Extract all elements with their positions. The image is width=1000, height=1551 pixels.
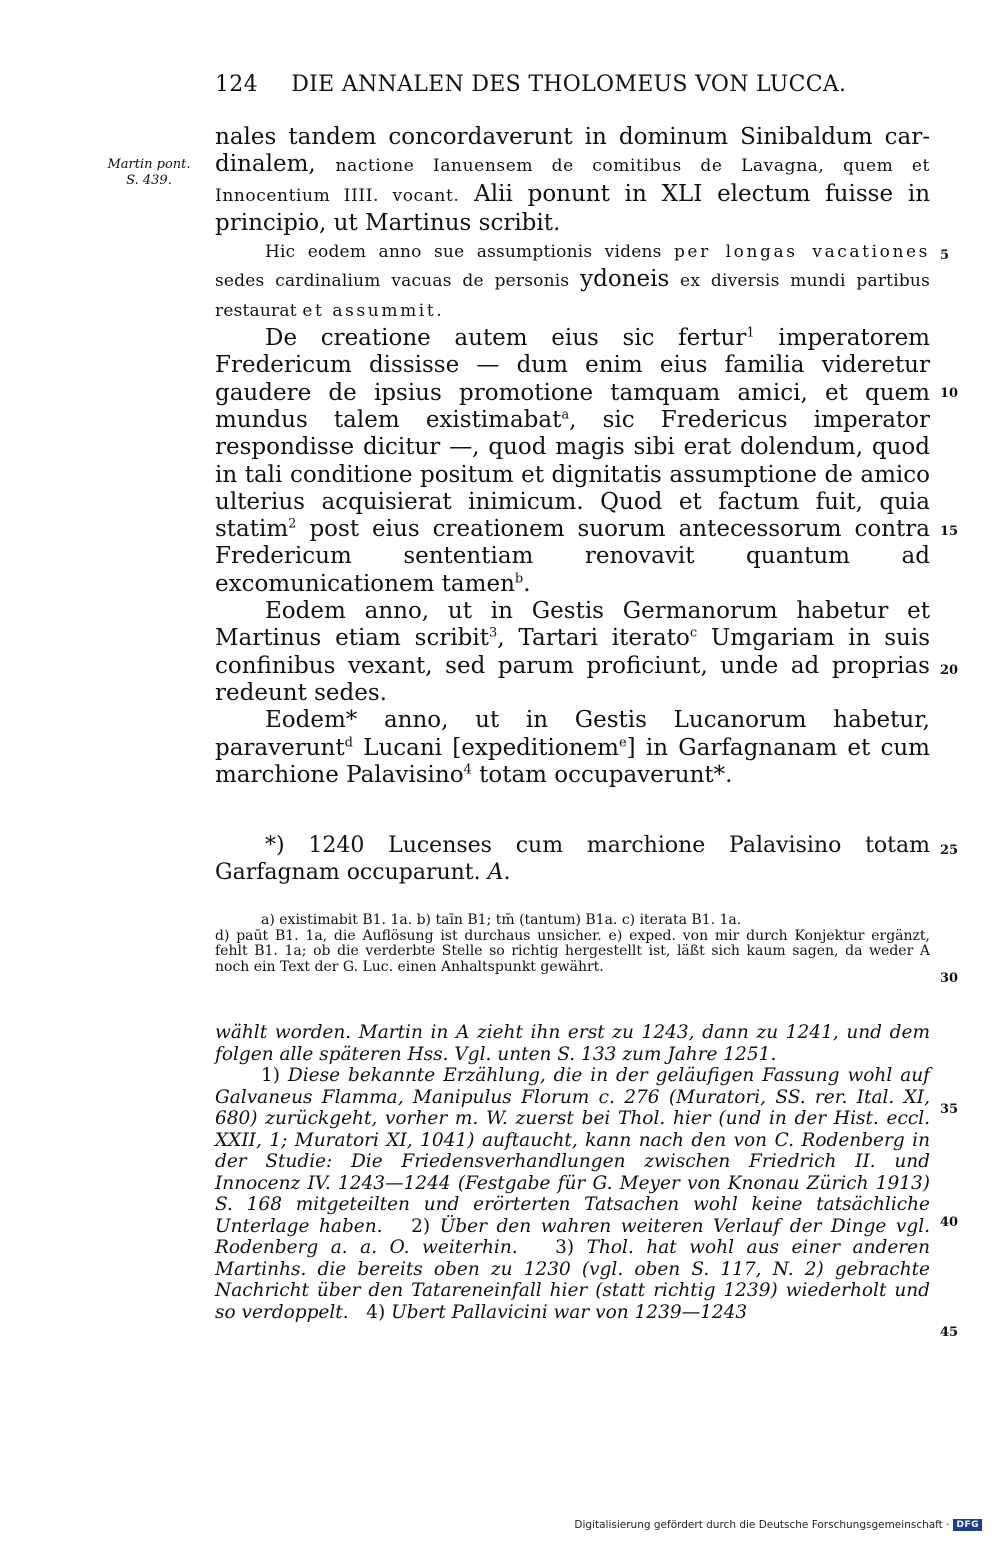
text-run: , Tartari iterato	[497, 625, 690, 652]
text-run-small: nactione Ianuensem de comitibus de Lavagna, quem et Innocentium IIII. vocant.	[215, 156, 930, 206]
footnote-marker: 3	[489, 625, 498, 641]
text-run: De creatione autem eius sic fertur	[265, 325, 747, 352]
main-text	[215, 124, 930, 789]
text-run: Eodem anno, ut in Gestis Germanorum habetur et Martinus etiam scribit	[215, 598, 930, 652]
text-run: post eius creationem suorum antecessorum contra Fredericum sententiam renovavit quantum ad excomunicationem tamen	[215, 516, 930, 597]
text-run: ydoneis	[580, 266, 670, 293]
paragraph-2	[215, 237, 930, 325]
footnote-text: Diese bekannte Erzählung, die in der geläufigen Fassung wohl auf Galvaneus Flamma, Manipulus Florum c. 276 (Muratori, SS. rer. Ital. XI, 680) zurückgeht, vorher m. W. zuerst bei Thol. hier (und in der Hist. eccl. XXII, 1; Muratori XI, 1041) auftaucht, kann nach den von C. Rodenberg in der Studie: Die Friedensverhandlungen zwischen Friedrich II. und Innocenz IV. 1243—1244 (Festgabe für G. Meyer von Knonau Zürich 1913) S. 168 mitgeteilten und erörterten Tatsachen wohl keine tatsächliche Unterlage haben.	[215, 1065, 930, 1237]
line-number: 25	[940, 843, 959, 858]
text-run: Lucani [expeditionem	[352, 734, 619, 761]
paragraph-4	[215, 598, 930, 707]
footnote-marker: 2	[288, 516, 297, 532]
apparatus-marker: a	[561, 407, 570, 423]
text-run: imperatorem Fredericum dississe — dum enim eius familia videretur gaudere de ipsius promotione tamquam amici, et quem mundus talem existimabat	[215, 325, 930, 433]
line-number: 40	[940, 1215, 959, 1230]
apparatus-marker: e	[618, 734, 627, 750]
text-run-spaced: et assummit.	[302, 300, 445, 321]
digitization-credit	[574, 1519, 982, 1531]
apparatus-marker: b	[514, 571, 524, 587]
footnote-text: Ubert Pallavicini war von 1239—1243	[385, 1301, 748, 1323]
text-run: , sic Fredericus imperator respondisse dicitur —, quod magis sibi erat dolendum, quod in tali conditione positum et dignitatis assumptione de amico ulterius acquisierat inimicum. Quod et factum fuit, quia statim	[215, 406, 931, 543]
text-run: Eodem* anno, ut in Gestis Lucanorum habetur, paraverunt	[215, 707, 930, 761]
text-run: .	[523, 570, 531, 597]
footnote-text: Thol. hat wohl aus einer anderen Martinhs. die bereits oben zu 1230 (vgl. oben S. 117, N. 2) gebrachte Nachricht über den Tatareneinfall hier (statt richtig 1239) wiederholt und so verdoppelt.	[215, 1237, 930, 1323]
footnote-text: Über den wahren weiteren Verlauf der Dinge vgl. Rodenberg a. a. O. weiterhin.	[215, 1215, 930, 1258]
apparatus-line-1: a) existimabit B1. 1a. b) taīn B1; tm̄ (tantum) B1a. c) iterata B1. 1a.	[261, 912, 742, 928]
paragraph-3	[215, 325, 930, 598]
margin-note-line1: Martin pont.	[107, 157, 191, 172]
text-run-spaced: per longas vacationes	[673, 242, 930, 263]
line-number: 20	[940, 663, 959, 678]
footnote-block	[215, 1065, 930, 1323]
footnote-number: 3)	[555, 1237, 575, 1258]
page-number: 124	[215, 72, 258, 97]
line-number: 5	[940, 248, 950, 263]
apparatus-line-2: d) paūt B1. 1a, die Auflösung ist durchaus unsicher. e) exped. von mir durch Konjektur ergänzt, fehlt B1. 1a; ob die verderbte Stelle so richtig hergestellt ist, läßt sich kaum sagen, da weder A noch ein Text der G. Luc. einen Anhaltspunkt gewährt.	[215, 927, 930, 975]
text-run: Alii ponunt in XLI electum fuisse in principio, ut Martinus scribit.	[215, 180, 931, 236]
page-header	[215, 72, 935, 97]
footnotes	[215, 1022, 930, 1323]
footnote-number: 1)	[261, 1065, 280, 1086]
apparatus-marker: c	[689, 625, 698, 641]
apparatus-marker: d	[344, 734, 353, 750]
margin-reference	[84, 157, 214, 189]
footnote-marker: 4	[463, 762, 472, 778]
line-number: 45	[940, 1325, 959, 1340]
starred-note-text	[215, 832, 930, 886]
line-number: 15	[940, 524, 959, 539]
critical-apparatus	[215, 913, 930, 975]
footnote-number: 2)	[411, 1215, 431, 1237]
line-number: 35	[940, 1102, 959, 1117]
paragraph-5	[215, 707, 930, 789]
text-run: ] in Garfagnanam et cum marchione Palavisino	[215, 734, 930, 788]
text-run-small: ex diversis mundi partibus restaurat	[215, 271, 930, 321]
digitization-text: Digitalisierung gefördert durch die Deutsche Forschungsgemeinschaft ·	[574, 1519, 950, 1531]
text-run-small: sedes cardinalium vacuas de personis	[215, 271, 581, 292]
footnote-number: 4)	[366, 1301, 386, 1323]
text-run-small: Hic eodem anno sue assumptionis videns	[265, 242, 674, 263]
footnote-continuation: wählt worden. Martin in A zieht ihn erst zu 1243, dann zu 1241, und dem folgen alle späteren Hss. Vgl. unten S. 133 zum Jahre 1251.	[215, 1022, 930, 1065]
text-run: Umgariam in suis confinibus vexant, sed parum proficiunt, unde ad proprias redeunt sedes.	[215, 625, 931, 706]
paragraph-1	[215, 124, 930, 237]
line-number: 30	[940, 971, 959, 986]
line-number: 10	[940, 386, 959, 401]
footnote-marker: 1	[746, 325, 755, 341]
dfg-logo: DFG	[953, 1519, 982, 1531]
text-run-italic: A.	[487, 860, 511, 885]
text-run: nales tandem concordaverunt in dominum Sinibaldum car-dinalem,	[215, 124, 930, 178]
text-run: *) 1240 Lucenses cum marchione Palavisino totam Garfagnam occuparunt.	[215, 833, 930, 885]
text-run: totam occupaverunt*.	[471, 761, 733, 788]
starred-variant-note	[215, 832, 930, 886]
margin-note-line2: S. 439.	[126, 173, 172, 188]
running-title: DIE ANNALEN DES THOLOMEUS VON LUCCA.	[291, 72, 847, 97]
